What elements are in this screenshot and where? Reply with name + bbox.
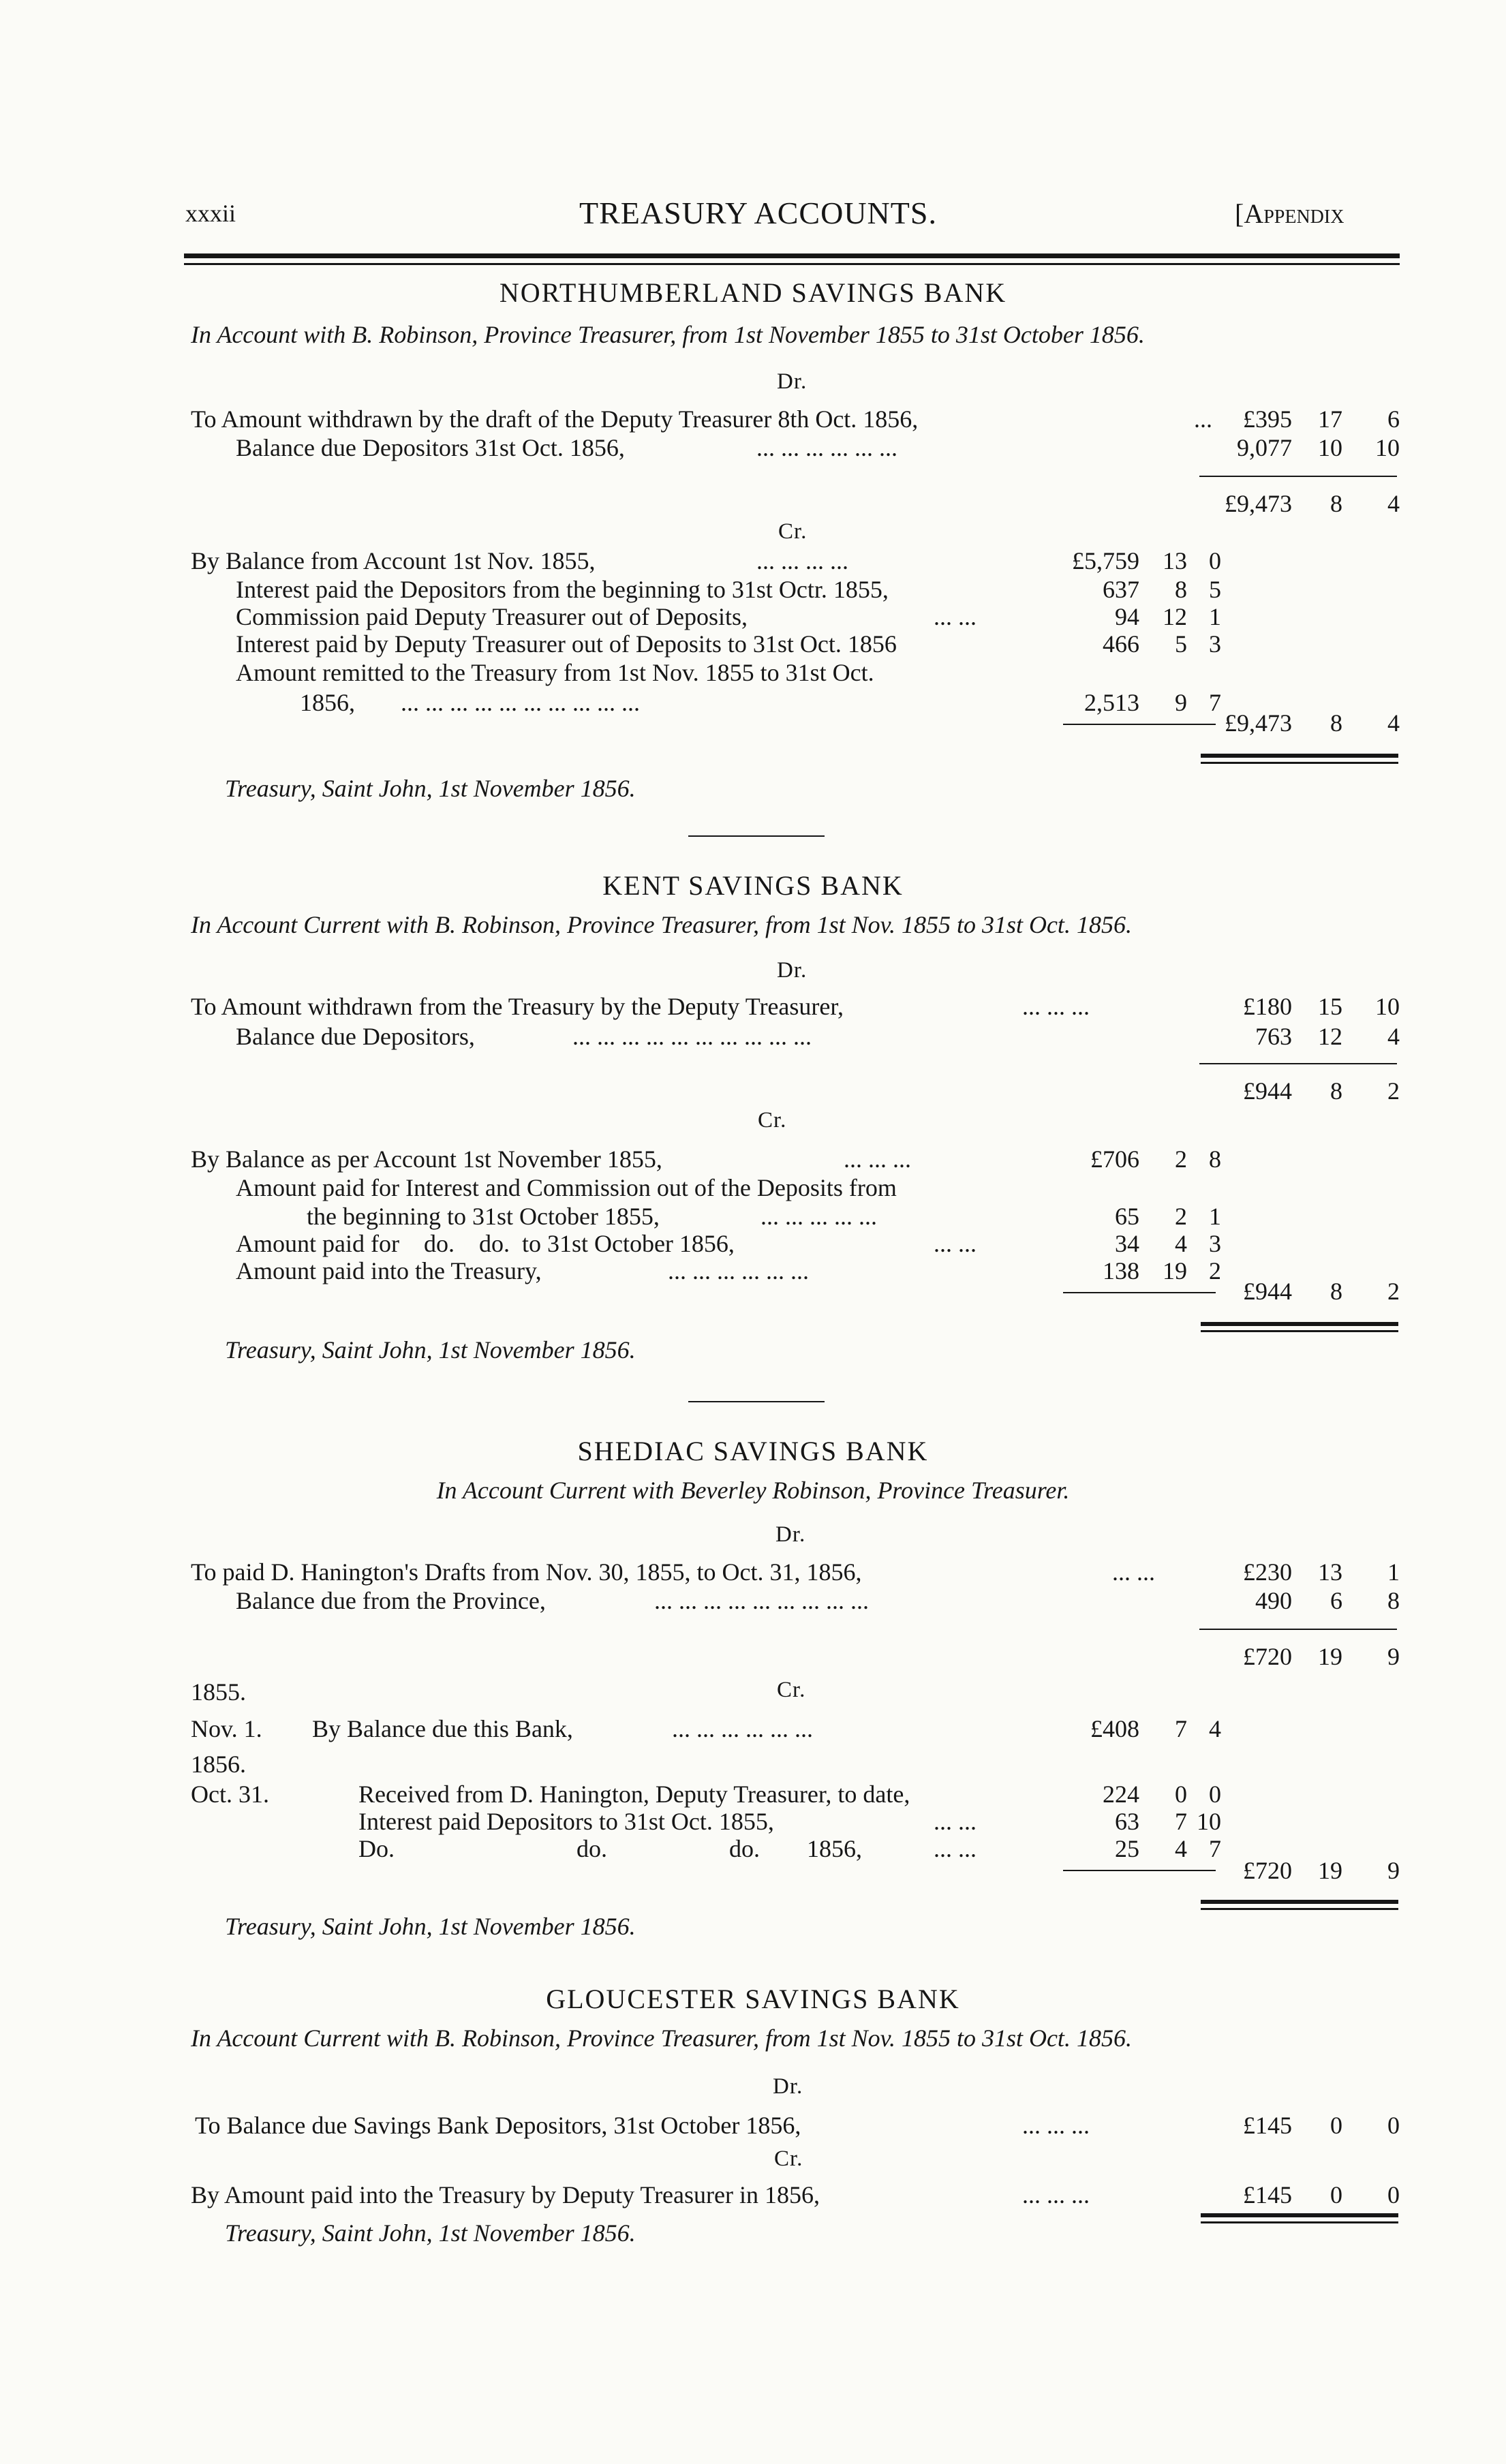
amount-pounds: £395 — [1243, 405, 1292, 433]
gloucester-dr-row: To Balance due Savings Bank Depositors, 31st October 1856, — [195, 2112, 801, 2139]
amount-pounds: £408 — [1090, 1715, 1139, 1742]
northumberland-dr-label: Dr. — [777, 369, 808, 394]
amount-pounds: 2,513 — [1084, 689, 1139, 716]
leader: ... — [1194, 405, 1212, 433]
shediac-dr-total-pounds: £720 — [1243, 1643, 1292, 1670]
northumberland-cr-label: Cr. — [778, 519, 808, 544]
amount-pence: 1 — [1209, 1203, 1221, 1230]
kent-dr-total-shillings: 8 — [1330, 1077, 1342, 1105]
leader: ... ... ... ... ... — [760, 1203, 877, 1230]
kent-dr-label: Dr. — [777, 958, 808, 983]
northumberland-cr-total-pounds: £9,473 — [1225, 709, 1292, 737]
amount-shillings: 12 — [1318, 1023, 1342, 1050]
shediac-signature: Treasury, Saint John, 1st November 1856. — [225, 1913, 636, 1940]
shediac-cr-total-pounds: £720 — [1243, 1857, 1292, 1884]
amount-pounds: £706 — [1090, 1145, 1139, 1173]
amount-shillings: 13 — [1163, 547, 1187, 574]
amount-pounds: 94 — [1115, 603, 1139, 630]
amount-shillings: 4 — [1175, 1835, 1187, 1862]
amount-pounds: 63 — [1115, 1808, 1139, 1835]
amount-pounds: 25 — [1115, 1835, 1139, 1862]
shediac-do-col-3: do. — [729, 1835, 760, 1862]
gloucester-signature: Treasury, Saint John, 1st November 1856. — [225, 2219, 636, 2247]
amount-shillings: 0 — [1330, 2112, 1342, 2139]
amount-pence: 4 — [1209, 1715, 1221, 1742]
shediac-cr-row-1: By Balance due this Bank, — [312, 1715, 573, 1742]
amount-pence: 0 — [1209, 547, 1221, 574]
shediac-do-col-2: do. — [577, 1835, 607, 1862]
amount-shillings: 2 — [1175, 1145, 1187, 1173]
amount-pounds: 9,077 — [1237, 434, 1292, 461]
kent-cr-row-5: Amount paid into the Treasury, — [236, 1257, 542, 1284]
shediac-dr-row-1: To paid D. Hanington's Drafts from Nov. 30, 1855, to Oct. 31, 1856, — [191, 1558, 862, 1586]
leader: ... ... ... ... ... ... — [756, 434, 897, 461]
section-divider — [688, 835, 825, 837]
northumberland-cr-total-pence: 4 — [1387, 709, 1400, 737]
amount-pounds: £180 — [1243, 993, 1292, 1020]
amount-pounds: £145 — [1243, 2181, 1292, 2208]
amount-shillings: 4 — [1175, 1230, 1187, 1257]
section-divider — [688, 1401, 825, 1402]
amount-pounds: 138 — [1103, 1257, 1139, 1284]
kent-signature: Treasury, Saint John, 1st November 1856. — [225, 1336, 636, 1364]
shediac-cr-sub-rule — [1063, 1870, 1216, 1871]
northumberland-cr-row-2: Interest paid the Depositors from the beginning to 31st Octr. 1855, — [236, 576, 889, 603]
leader: ... ... ... ... ... ... — [668, 1257, 809, 1284]
amount-pence: 7 — [1209, 1835, 1221, 1862]
amount-shillings: 0 — [1175, 1781, 1187, 1808]
shediac-year-1856: 1856. — [191, 1751, 246, 1778]
amount-pounds: 763 — [1255, 1023, 1292, 1050]
gloucester-cr-label: Cr. — [774, 2146, 803, 2171]
running-title: TREASURY ACCOUNTS. — [579, 196, 937, 230]
northumberland-dr-total-rule — [1199, 476, 1397, 477]
northumberland-cr-row-6: 1856, — [300, 689, 355, 716]
shediac-dr-total-rule — [1199, 1629, 1397, 1630]
amount-pounds: 490 — [1255, 1587, 1292, 1614]
amount-pounds: 466 — [1103, 630, 1139, 658]
northumberland-cr-row-4: Interest paid by Deputy Treasurer out of Deposits to 31st Oct. 1856 — [236, 630, 897, 658]
amount-shillings: 7 — [1175, 1715, 1187, 1742]
amount-pence: 8 — [1209, 1145, 1221, 1173]
amount-pence: 10 — [1375, 993, 1400, 1020]
amount-pence: 0 — [1387, 2112, 1400, 2139]
amount-pence: 4 — [1387, 1023, 1400, 1050]
header-rule-thick — [184, 253, 1400, 258]
amount-shillings: 6 — [1330, 1587, 1342, 1614]
page-number: xxxii — [185, 200, 236, 227]
amount-pence: 3 — [1209, 1230, 1221, 1257]
kent-double-rule-2 — [1201, 1330, 1398, 1332]
amount-shillings: 0 — [1330, 2181, 1342, 2208]
gloucester-double-rule-1 — [1201, 2213, 1398, 2217]
shediac-cr-total-shillings: 19 — [1318, 1857, 1342, 1884]
gloucester-double-rule-2 — [1201, 2221, 1398, 2223]
kent-subtitle: In Account Current with B. Robinson, Province Treasurer, from 1st Nov. 1855 to 31st Oct. 1856. — [191, 911, 1132, 938]
amount-pounds: £5,759 — [1072, 547, 1139, 574]
leader: ... ... ... — [1022, 993, 1090, 1020]
kent-dr-row-1: To Amount withdrawn from the Treasury by the Deputy Treasurer, — [191, 993, 844, 1020]
shediac-double-rule-1 — [1201, 1900, 1398, 1904]
amount-shillings: 17 — [1318, 405, 1342, 433]
kent-cr-row-4: Amount paid for do. do. to 31st October 1856, — [236, 1230, 735, 1257]
shediac-dr-total-pence: 9 — [1387, 1643, 1400, 1670]
northumberland-dr-total-pence: 4 — [1387, 490, 1400, 517]
amount-pounds: 65 — [1115, 1203, 1139, 1230]
kent-double-rule-1 — [1201, 1322, 1398, 1326]
amount-pounds: £230 — [1243, 1558, 1292, 1586]
amount-pence: 10 — [1197, 1808, 1221, 1835]
kent-cr-row-2: Amount paid for Interest and Commission out of the Deposits from — [236, 1174, 897, 1201]
section-label: [Appendix — [1235, 198, 1344, 229]
amount-shillings: 19 — [1163, 1257, 1187, 1284]
kent-dr-row-2: Balance due Depositors, — [236, 1023, 475, 1050]
leader: ... ... — [934, 1808, 977, 1835]
shediac-dr-label: Dr. — [775, 1522, 806, 1547]
amount-pence: 5 — [1209, 576, 1221, 603]
amount-pence: 1 — [1387, 1558, 1400, 1586]
shediac-double-rule-2 — [1201, 1908, 1398, 1910]
amount-shillings: 2 — [1175, 1203, 1187, 1230]
shediac-title: SHEDIAC SAVINGS BANK — [577, 1436, 929, 1466]
northumberland-cr-row-3: Commission paid Deputy Treasurer out of Deposits, — [236, 603, 748, 630]
kent-cr-total-pence: 2 — [1387, 1278, 1400, 1305]
amount-shillings: 10 — [1318, 434, 1342, 461]
leader: ... ... ... — [844, 1145, 911, 1173]
gloucester-subtitle: In Account Current with B. Robinson, Province Treasurer, from 1st Nov. 1855 to 31st Oct. 1856. — [191, 2024, 1132, 2052]
leader: ... ... — [1112, 1558, 1155, 1586]
amount-shillings: 15 — [1318, 993, 1342, 1020]
northumberland-signature: Treasury, Saint John, 1st November 1856. — [225, 775, 636, 802]
amount-shillings: 9 — [1175, 689, 1187, 716]
shediac-year-1855: 1855. — [191, 1678, 246, 1706]
shediac-dr-row-2: Balance due from the Province, — [236, 1587, 546, 1614]
northumberland-double-rule-2 — [1201, 762, 1398, 764]
kent-dr-total-pounds: £944 — [1243, 1077, 1292, 1105]
northumberland-dr-total-pounds: £9,473 — [1225, 490, 1292, 517]
amount-shillings: 7 — [1175, 1808, 1187, 1835]
northumberland-dr-row-2: Balance due Depositors 31st Oct. 1856, — [236, 434, 625, 461]
kent-title: KENT SAVINGS BANK — [602, 870, 904, 901]
shediac-subtitle: In Account Current with Beverley Robinson, Province Treasurer. — [436, 1477, 1070, 1504]
amount-pence: 3 — [1209, 630, 1221, 658]
gloucester-cr-row: By Amount paid into the Treasury by Deputy Treasurer in 1856, — [191, 2181, 820, 2208]
kent-cr-label: Cr. — [758, 1108, 787, 1133]
kent-cr-row-1: By Balance as per Account 1st November 1855, — [191, 1145, 662, 1173]
amount-shillings: 12 — [1163, 603, 1187, 630]
northumberland-cr-row-1: By Balance from Account 1st Nov. 1855, — [191, 547, 596, 574]
amount-pence: 0 — [1387, 2181, 1400, 2208]
kent-cr-total-shillings: 8 — [1330, 1278, 1342, 1305]
amount-shillings: 13 — [1318, 1558, 1342, 1586]
leader: ... ... — [934, 1835, 977, 1862]
kent-dr-total-pence: 2 — [1387, 1077, 1400, 1105]
amount-pounds: 637 — [1103, 576, 1139, 603]
leader: ... ... ... ... ... ... — [672, 1715, 813, 1742]
shediac-dr-total-shillings: 19 — [1318, 1643, 1342, 1670]
northumberland-dr-row-1: To Amount withdrawn by the draft of the Deputy Treasurer 8th Oct. 1856, — [191, 405, 919, 433]
header-rule-thin — [184, 263, 1400, 265]
amount-pence: 2 — [1209, 1257, 1221, 1284]
amount-shillings: 8 — [1175, 576, 1187, 603]
northumberland-double-rule-1 — [1201, 754, 1398, 758]
leader: ... ... ... ... ... ... ... ... ... ... — [401, 689, 640, 716]
amount-pence: 0 — [1209, 1781, 1221, 1808]
leader: ... ... ... ... ... ... ... ... ... ... — [572, 1023, 812, 1050]
shediac-cr-label: Cr. — [777, 1678, 806, 1702]
leader: ... ... ... — [1022, 2181, 1090, 2208]
shediac-date-oct: Oct. 31. — [191, 1781, 269, 1808]
shediac-cr-total-pence: 9 — [1387, 1857, 1400, 1884]
shediac-cr-row-3: Interest paid Depositors to 31st Oct. 1855, — [358, 1808, 774, 1835]
northumberland-title: NORTHUMBERLAND SAVINGS BANK — [499, 277, 1007, 308]
shediac-cr-row-2: Received from D. Hanington, Deputy Treasurer, to date, — [358, 1781, 910, 1808]
amount-pence: 6 — [1387, 405, 1400, 433]
northumberland-cr-row-5: Amount remitted to the Treasury from 1st Nov. 1855 to 31st Oct. — [236, 659, 874, 686]
kent-cr-row-3: the beginning to 31st October 1855, — [307, 1203, 660, 1230]
amount-pounds: £145 — [1243, 2112, 1292, 2139]
shediac-date-nov: Nov. 1. — [191, 1715, 262, 1742]
kent-dr-total-rule — [1199, 1063, 1397, 1064]
shediac-do-year: 1856, — [807, 1835, 862, 1862]
leader: ... ... ... ... — [756, 547, 848, 574]
amount-pounds: 34 — [1115, 1230, 1139, 1257]
amount-pence: 7 — [1209, 689, 1221, 716]
northumberland-cr-total-shillings: 8 — [1330, 709, 1342, 737]
gloucester-dr-label: Dr. — [773, 2074, 803, 2099]
amount-pounds: 224 — [1103, 1781, 1139, 1808]
amount-pence: 1 — [1209, 603, 1221, 630]
kent-cr-total-pounds: £944 — [1243, 1278, 1292, 1305]
shediac-do-col-1: Do. — [358, 1835, 395, 1862]
leader: ... ... — [934, 1230, 977, 1257]
amount-pence: 8 — [1387, 1587, 1400, 1614]
leader: ... ... ... — [1022, 2112, 1090, 2139]
gloucester-title: GLOUCESTER SAVINGS BANK — [546, 1984, 960, 2014]
leader: ... ... ... ... ... ... ... ... ... — [654, 1587, 869, 1614]
amount-pence: 10 — [1375, 434, 1400, 461]
northumberland-subtitle: In Account with B. Robinson, Province Treasurer, from 1st November 1855 to 31st October 1856. — [191, 321, 1145, 348]
amount-shillings: 5 — [1175, 630, 1187, 658]
leader: ... ... — [934, 603, 977, 630]
kent-cr-sub-rule — [1063, 1292, 1216, 1293]
northumberland-dr-total-shillings: 8 — [1330, 490, 1342, 517]
